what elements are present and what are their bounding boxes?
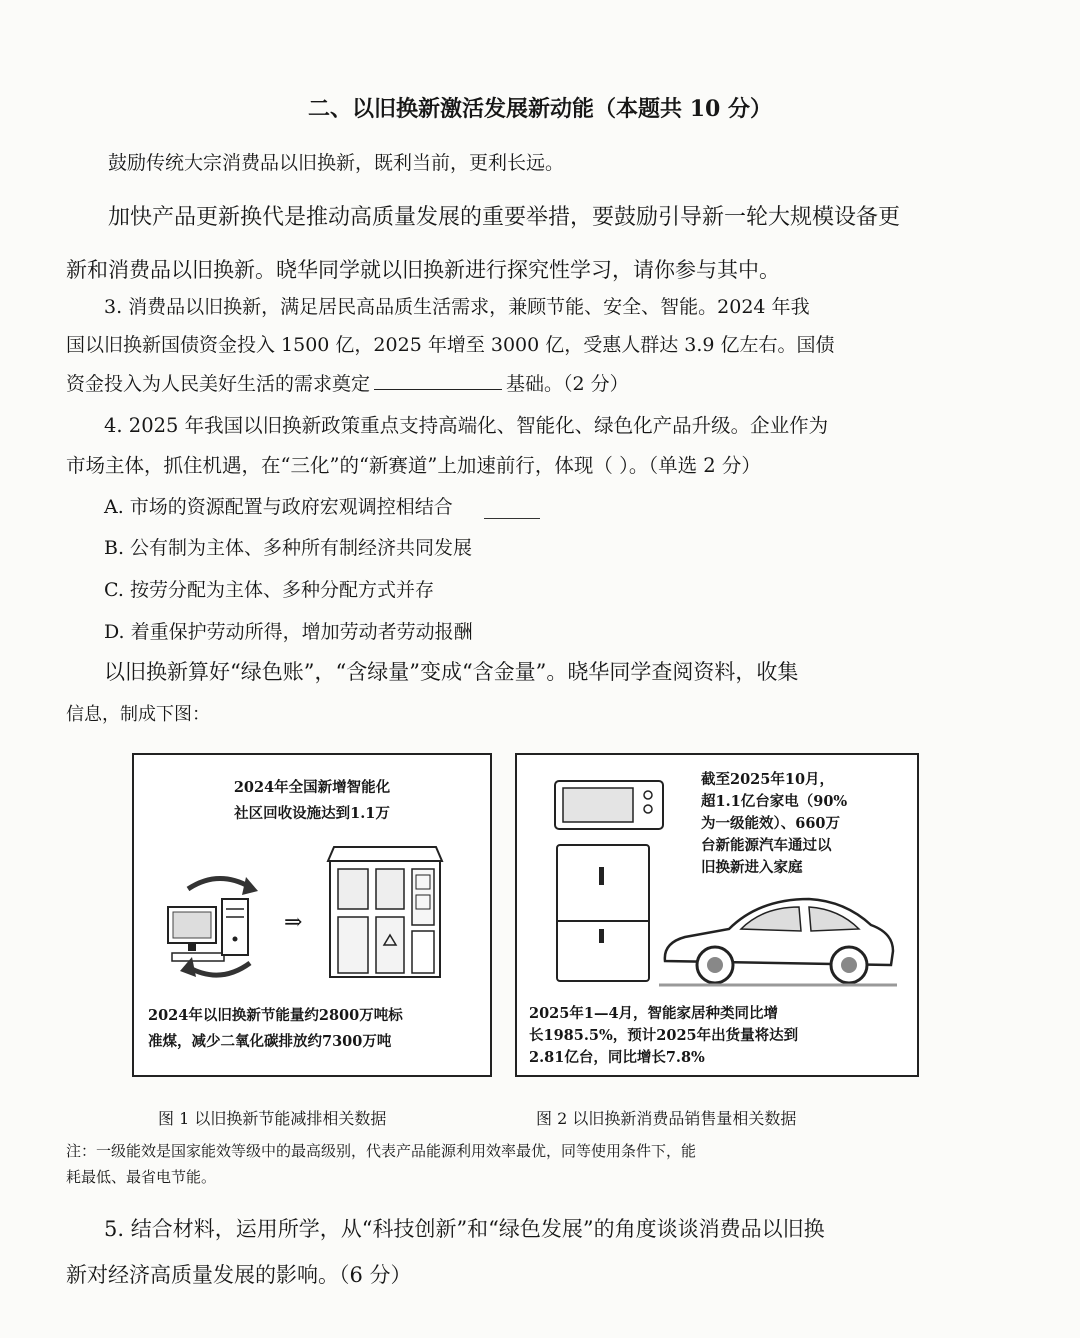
q3-line-3 xyxy=(66,369,629,396)
q3-line-3-before: 资金投入为人民美好生活的需求奠定 xyxy=(66,373,371,395)
figure-2-top-line-3: 为一级能效）、660万 xyxy=(701,815,841,832)
recycle-arrow-bottom-icon xyxy=(188,963,250,975)
q3-line-2: 国以旧换新国债资金投入 1500 亿，2025 年增至 3000 亿，受惠人群达 3.9 亿左右。国债 xyxy=(66,334,835,356)
q4-option-a[interactable]: A. 市场的资源配置与政府宏观调控相结合 xyxy=(104,496,453,518)
figure-2-box xyxy=(515,753,919,1077)
intro-line-1: 鼓励传统大宗消费品以旧换新，既利当前，更利长远。 xyxy=(108,152,565,174)
microwave-icon xyxy=(553,779,665,831)
car-icon xyxy=(659,885,899,995)
q3-line-1: 3. 消费品以旧换新，满足居民高品质生活需求，兼顾节能、安全、智能。2024 年我 xyxy=(104,296,810,318)
figure-2-top-line-2: 超1.1亿台家电（90% xyxy=(701,793,848,810)
material-line-1: 以旧换新算好“绿色账”，“含绿量”变成“含金量”。晓华同学查阅资料，收集 xyxy=(104,660,799,684)
computer-icon xyxy=(158,867,278,977)
right-arrow-icon: ⇒ xyxy=(284,910,303,935)
figure-1-bottom-line-1: 2024年以旧换新节能量约2800万吨标 xyxy=(148,1007,403,1024)
figure-1-bottom-line-2: 准煤，减少二氧化碳排放约7300万吨 xyxy=(148,1033,392,1050)
material-line-2: 信息，制成下图： xyxy=(66,704,210,725)
section-title: 二、以旧换新激活发展新动能（本题共 10 分） xyxy=(308,96,772,122)
figure-2-caption: 图 2 以旧换新消费品销售量相关数据 xyxy=(536,1109,797,1128)
figure-1-caption: 图 1 以旧换新节能减排相关数据 xyxy=(158,1109,387,1128)
q5-line-2: 新对经济高质量发展的影响。（6 分） xyxy=(66,1263,412,1287)
q4-option-b[interactable]: B. 公有制为主体、多种所有制经济共同发展 xyxy=(104,537,473,559)
figure-2-bottom-line-3: 2.81亿台，同比增长7.8% xyxy=(529,1049,705,1066)
recycling-kiosk-icon xyxy=(320,843,450,981)
q3-answer-blank[interactable] xyxy=(374,388,502,390)
figure-2-bottom-line-1: 2025年1—4月，智能家居种类同比增 xyxy=(529,1005,779,1022)
q4-line-1: 4. 2025 年我国以旧换新政策重点支持高端化、智能化、绿色化产品升级。企业作为 xyxy=(104,414,829,437)
figure-2-top-line-1: 截至2025年10月， xyxy=(701,771,835,788)
q3-line-3-after: 基础。（2 分） xyxy=(506,373,629,395)
q4-line-2: 市场主体，抓住机遇，在“三化”的“新赛道”上加速前行，体现（ ）。（单选 2 分） xyxy=(66,454,761,477)
intro-line-2: 加快产品更新换代是推动高质量发展的重要举措，要鼓励引导新一轮大规模设备更 xyxy=(108,205,901,230)
handwritten-underline xyxy=(484,518,540,519)
note-line-1: 注：一级能效是国家能效等级中的最高级别，代表产品能源利用效率最优，同等使用条件下，能 xyxy=(66,1142,697,1160)
recycle-arrow-top-icon xyxy=(188,878,250,889)
figure-1-top-line-2: 社区回收设施达到1.1万 xyxy=(234,805,390,822)
refrigerator-icon xyxy=(555,843,651,983)
note-line-2: 耗最低、最省电节能。 xyxy=(66,1168,217,1186)
figure-2-bottom-line-2: 长1985.5%，预计2025年出货量将达到 xyxy=(529,1027,799,1044)
figure-1-top-line-1: 2024年全国新增智能化 xyxy=(233,779,391,796)
figure-2-top-line-5: 旧换新进入家庭 xyxy=(701,859,803,876)
intro-line-3: 新和消费品以旧换新。晓华同学就以旧换新进行探究性学习，请你参与其中。 xyxy=(66,258,780,282)
figure-1-box xyxy=(132,753,492,1077)
q5-line-1: 5. 结合材料，运用所学，从“科技创新”和“绿色发展”的角度谈谈消费品以旧换 xyxy=(104,1217,825,1241)
figure-2-top-line-4: 台新能源汽车通过以 xyxy=(701,837,832,854)
q4-option-c[interactable]: C. 按劳分配为主体、多种分配方式并存 xyxy=(104,579,434,601)
q4-option-d[interactable]: D. 着重保护劳动所得，增加劳动者劳动报酬 xyxy=(104,621,473,643)
